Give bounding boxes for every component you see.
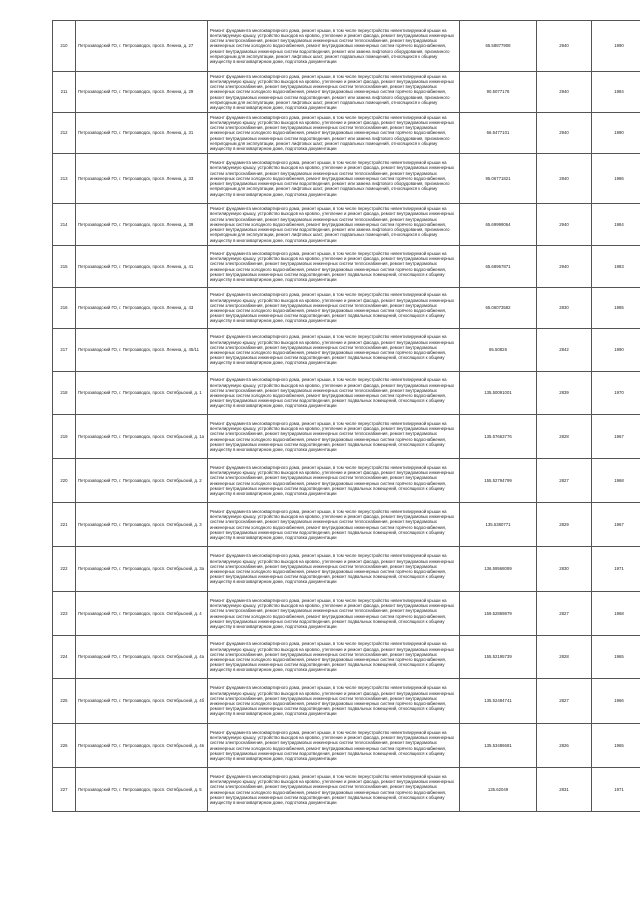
address-cell: Петрозаводский ГО, г. Петрозаводск, просп. Октябрьский, д. 4а [76,636,208,679]
row-number: 220 [53,459,76,503]
works-cell: Ремонт фундамента многоквартирного дома, ремонт крыши, в том числе переустройство невентилируемой крыши на вентилируемую крышу, устройство выходов на кровлю, утепление и ремонт фасада, ремонт внутридомовых инженерных систем электроснабжения, ремонт внутридомовых инженерных систем теплоснабжения, ремонт внутридомовых инженерных систем холодного водоснабжения, ремонт внутридомовых инженерных систем горячего водоснабжения, ремонт внутридомовых инженерных систем водоотведения, ремонт подвальных помещений, относящихся к общему имуществу в многоквартирном доме, подготовка документации [208,636,460,679]
area-cell: 65.06073582 [460,288,537,329]
address-cell: Петрозаводский ГО, г. Петрозаводск, просп. Октябрьский, д. 1а [76,415,208,459]
row-number: 221 [53,503,76,547]
year-cell: 2827 [537,679,592,724]
works-cell: Ремонт фундамента многоквартирного дома, ремонт крыши, в том числе переустройство невентилируемой крыши на вентилируемую крышу, устройство выходов на кровлю, утепление и ремонт фасада, ремонт внутридомовых инженерных систем электроснабжения, ремонт внутридомовых инженерных систем теплоснабжения, ремонт внутридомовых инженерных систем холодного водоснабжения, ремонт внутридомовых инженерных систем горячего водоснабжения, ремонт внутридомовых инженерных систем водоотведения, ремонт или замена лифтового оборудования, признанного непригодным для эксплуатации, ремонт лифтовых шахт, ремонт подвальных помещений, относящихся к общему имуществу в многоквартирном доме, подготовка документации [208,204,460,246]
works-cell: Ремонт фундамента многоквартирного дома, ремонт крыши, в том числе переустройство невентилируемой крыши на вентилируемую крышу, устройство выходов на кровлю, утепление и ремонт фасада, ремонт внутридомовых инженерных систем электроснабжения, ремонт внутридомовых инженерных систем теплоснабжения, ремонт внутридомовых инженерных систем холодного водоснабжения, ремонт внутридомовых инженерных систем горячего водоснабжения, ремонт внутридомовых инженерных систем водоотведения, ремонт или замена лифтового оборудования, признанного непригодным для эксплуатации, ремонт лифтовых шахт, ремонт подвальных помещений, относящихся к общему имуществу в многоквартирном доме, подготовка документации [208,113,460,154]
row-number: 224 [53,636,76,679]
area-cell: 135.53486681 [460,724,537,768]
address-cell: Петрозаводский ГО, г. Петрозаводск, просп. Октябрьский, д. 2 [76,459,208,503]
year-cell: 2940 [537,72,592,113]
address-cell: Петрозаводский ГО, г. Петрозаводск, просп. Ленина, д. 45/11 [76,329,208,372]
row-number: 214 [53,204,76,246]
area-cell: 95.06771821 [460,154,537,204]
table-row [53,768,640,812]
table-row [53,679,640,724]
year-cell: 2831 [537,768,592,812]
table-row [53,547,640,592]
table-row [53,372,640,415]
table-row [53,724,640,768]
built-year-cell: 1984 [592,204,640,246]
built-year-cell: 1970 [592,372,640,415]
address-cell: Петрозаводский ГО, г. Петрозаводск, просп. Ленина, д. 33 [76,154,208,204]
table-row [53,329,640,372]
area-cell: 155.52195739 [460,636,537,679]
built-year-cell: 1984 [592,72,640,113]
year-cell: 2940 [537,21,592,72]
works-cell: Ремонт фундамента многоквартирного дома, ремонт крыши, в том числе переустройство невентилируемой крыши на вентилируемую крышу, устройство выходов на кровлю, утепление и ремонт фасада, ремонт внутридомовых инженерных систем электроснабжения, ремонт внутридомовых инженерных систем теплоснабжения, ремонт внутридомовых инженерных систем холодного водоснабжения, ремонт внутридомовых инженерных систем горячего водоснабжения, ремонт внутридомовых инженерных систем водоотведения, ремонт подвальных помещений, относящихся к общему имуществу в многоквартирном доме, подготовка документации [208,288,460,329]
year-cell: 2839 [537,372,592,415]
table-row [53,459,640,503]
built-year-cell: 1990 [592,21,640,72]
area-cell: 135.57663776 [460,415,537,459]
works-cell: Ремонт фундамента многоквартирного дома, ремонт крыши, в том числе переустройство невентилируемой крыши на вентилируемую крышу, устройство выходов на кровлю, утепление и ремонт фасада, ремонт внутридомовых инженерных систем электроснабжения, ремонт внутридомовых инженерных систем теплоснабжения, ремонт внутридомовых инженерных систем холодного водоснабжения, ремонт внутридомовых инженерных систем горячего водоснабжения, ремонт внутридомовых инженерных систем водоотведения, ремонт подвальных помещений, относящихся к общему имуществу в многоквартирном доме, подготовка документации [208,547,460,592]
row-number: 225 [53,679,76,724]
built-year-cell: 1990 [592,329,640,372]
row-number: 218 [53,372,76,415]
row-number: 227 [53,768,76,812]
address-cell: Петрозаводский ГО, г. Петрозаводск, просп. Ленина, д. 41 [76,246,208,288]
year-cell: 2828 [537,415,592,459]
address-cell: Петрозаводский ГО, г. Петрозаводск, просп. Октябрьский, д. 4б [76,679,208,724]
built-year-cell: 1971 [592,547,640,592]
year-cell: 2842 [537,329,592,372]
works-cell: Ремонт фундамента многоквартирного дома, ремонт крыши, в том числе переустройство невентилируемой крыши на вентилируемую крышу, устройство выходов на кровлю, утепление и ремонт фасада, ремонт внутридомовых инженерных систем электроснабжения, ремонт внутридомовых инженерных систем теплоснабжения, ремонт внутридомовых инженерных систем холодного водоснабжения, ремонт внутридомовых инженерных систем горячего водоснабжения, ремонт внутридомовых инженерных систем водоотведения, ремонт подвальных помещений, относящихся к общему имуществу в многоквартирном доме, подготовка документации [208,503,460,547]
address-cell: Петрозаводский ГО, г. Петрозаводск, просп. Октябрьский, д. 4 [76,592,208,636]
address-cell: Петрозаводский ГО, г. Петрозаводск, просп. Ленина, д. 39 [76,204,208,246]
row-number: 210 [53,21,76,72]
address-cell: Петрозаводский ГО, г. Петрозаводск, просп. Ленина, д. 43 [76,288,208,329]
built-year-cell: 1965 [592,636,640,679]
table-row [53,21,640,72]
row-number: 212 [53,113,76,154]
year-cell: 2829 [537,503,592,547]
built-year-cell: 1971 [592,768,640,812]
table-row [53,72,640,113]
table-row [53,204,640,246]
works-cell: Ремонт фундамента многоквартирного дома, ремонт крыши, в том числе переустройство невентилируемой крыши на вентилируемую крышу, устройство выходов на кровлю, утепление и ремонт фасада, ремонт внутридомовых инженерных систем электроснабжения, ремонт внутридомовых инженерных систем теплоснабжения, ремонт внутридомовых инженерных систем холодного водоснабжения, ремонт внутридомовых инженерных систем горячего водоснабжения, ремонт внутридомовых инженерных систем водоотведения, ремонт подвальных помещений, относящихся к общему имуществу в многоквартирном доме, подготовка документации [208,329,460,372]
year-cell: 2940 [537,246,592,288]
table-row [53,636,640,679]
year-cell: 2940 [537,204,592,246]
address-cell: Петрозаводский ГО, г. Петрозаводск, просп. Октябрьский, д. 3а [76,547,208,592]
built-year-cell: 1967 [592,415,640,459]
works-cell: Ремонт фундамента многоквартирного дома, ремонт крыши, в том числе переустройство невентилируемой крыши на вентилируемую крышу, устройство выходов на кровлю, утепление и ремонт фасада, ремонт внутридомовых инженерных систем электроснабжения, ремонт внутридомовых инженерных систем теплоснабжения, ремонт внутридомовых инженерных систем холодного водоснабжения, ремонт внутридомовых инженерных систем горячего водоснабжения, ремонт внутридомовых инженерных систем водоотведения, ремонт подвальных помещений, относящихся к общему имуществу в многоквартирном доме, подготовка документации [208,459,460,503]
table-row [53,503,640,547]
area-cell: 65.58877908 [460,21,537,72]
row-number: 215 [53,246,76,288]
built-year-cell: 1986 [592,154,640,204]
works-cell: Ремонт фундамента многоквартирного дома, ремонт крыши, в том числе переустройство невентилируемой крыши на вентилируемую крышу, устройство выходов на кровлю, утепление и ремонт фасада, ремонт внутридомовых инженерных систем электроснабжения, ремонт внутридомовых инженерных систем теплоснабжения, ремонт внутридомовых инженерных систем холодного водоснабжения, ремонт внутридомовых инженерных систем горячего водоснабжения, ремонт внутридомовых инженерных систем водоотведения, ремонт или замена лифтового оборудования, признанного непригодным для эксплуатации, ремонт лифтовых шахт, ремонт подвальных помещений, относящихся к общему имуществу в многоквартирном доме, подготовка документации [208,21,460,72]
works-cell: Ремонт фундамента многоквартирного дома, ремонт крыши, в том числе переустройство невентилируемой крыши на вентилируемую крышу, устройство выходов на кровлю, утепление и ремонт фасада, ремонт внутридомовых инженерных систем электроснабжения, ремонт внутридомовых инженерных систем теплоснабжения, ремонт внутридомовых инженерных систем холодного водоснабжения, ремонт внутридомовых инженерных систем горячего водоснабжения, ремонт внутридомовых инженерных систем водоотведения, ремонт подвальных помещений, относящихся к общему имуществу в многоквартирном доме, подготовка документации [208,679,460,724]
row-number: 219 [53,415,76,459]
works-cell: Ремонт фундамента многоквартирного дома, ремонт крыши, в том числе переустройство невентилируемой крыши на вентилируемую крышу, устройство выходов на кровлю, утепление и ремонт фасада, ремонт внутридомовых инженерных систем электроснабжения, ремонт внутридомовых инженерных систем теплоснабжения, ремонт внутридомовых инженерных систем холодного водоснабжения, ремонт внутридомовых инженерных систем горячего водоснабжения, ремонт внутридомовых инженерных систем водоотведения, ремонт подвальных помещений, относящихся к общему имуществу в многоквартирном доме, подготовка документации [208,372,460,415]
table-body [53,21,640,812]
year-cell: 2827 [537,592,592,636]
row-number: 222 [53,547,76,592]
built-year-cell: 1965 [592,724,640,768]
built-year-cell: 1968 [592,592,640,636]
row-number: 226 [53,724,76,768]
area-cell: 65.69999064 [460,204,537,246]
area-cell: 65.50826 [460,329,537,372]
row-number: 213 [53,154,76,204]
table-row [53,288,640,329]
address-cell: Петрозаводский ГО, г. Петрозаводск, просп. Ленина, д. 31 [76,113,208,154]
year-cell: 2827 [537,459,592,503]
address-cell: Петрозаводский ГО, г. Петрозаводск, просп. Октябрьский, д. 4в [76,724,208,768]
year-cell: 2940 [537,113,592,154]
row-number: 217 [53,329,76,372]
address-cell: Петрозаводский ГО, г. Петрозаводск, просп. Октябрьский, д. 1 [76,372,208,415]
built-year-cell: 1985 [592,288,640,329]
area-cell: 135.50091001 [460,372,537,415]
address-cell: Петрозаводский ГО, г. Петрозаводск, просп. Ленина, д. 29 [76,72,208,113]
capital-repair-table [52,20,640,812]
table-row [53,154,640,204]
table-row [53,113,640,154]
address-cell: Петрозаводский ГО, г. Петрозаводск, просп. Октябрьский, д. 3 [76,503,208,547]
row-number: 223 [53,592,76,636]
works-cell: Ремонт фундамента многоквартирного дома, ремонт крыши, в том числе переустройство невентилируемой крыши на вентилируемую крышу, устройство выходов на кровлю, утепление и ремонт фасада, ремонт внутридомовых инженерных систем электроснабжения, ремонт внутридомовых инженерных систем теплоснабжения, ремонт внутридомовых инженерных систем холодного водоснабжения, ремонт внутридомовых инженерных систем горячего водоснабжения, ремонт внутридомовых инженерных систем водоотведения, ремонт подвальных помещений, относящихся к общему имуществу в многоквартирном доме, подготовка документации [208,415,460,459]
works-cell: Ремонт фундамента многоквартирного дома, ремонт крыши, в том числе переустройство невентилируемой крыши на вентилируемую крышу, устройство выходов на кровлю, утепление и ремонт фасада, ремонт внутридомовых инженерных систем электроснабжения, ремонт внутридомовых инженерных систем теплоснабжения, ремонт внутридомовых инженерных систем холодного водоснабжения, ремонт внутридомовых инженерных систем горячего водоснабжения, ремонт внутридомовых инженерных систем водоотведения, ремонт подвальных помещений, относящихся к общему имуществу в многоквартирном доме, подготовка документации [208,592,460,636]
works-cell: Ремонт фундамента многоквартирного дома, ремонт крыши, в том числе переустройство невентилируемой крыши на вентилируемую крышу, устройство выходов на кровлю, утепление и ремонт фасада, ремонт внутридомовых инженерных систем электроснабжения, ремонт внутридомовых инженерных систем теплоснабжения, ремонт внутридомовых инженерных систем холодного водоснабжения, ремонт внутридомовых инженерных систем горячего водоснабжения, ремонт внутридомовых инженерных систем водоотведения, ремонт подвальных помещений, относящихся к общему имуществу в многоквартирном доме, подготовка документации [208,768,460,812]
works-cell: Ремонт фундамента многоквартирного дома, ремонт крыши, в том числе переустройство невентилируемой крыши на вентилируемую крышу, устройство выходов на кровлю, утепление и ремонт фасада, ремонт внутридомовых инженерных систем электроснабжения, ремонт внутридомовых инженерных систем теплоснабжения, ремонт внутридомовых инженерных систем холодного водоснабжения, ремонт внутридомовых инженерных систем горячего водоснабжения, ремонт внутридомовых инженерных систем водоотведения, ремонт подвальных помещений, относящихся к общему имуществу в многоквартирном доме, подготовка документации [208,246,460,288]
area-cell: 159.52869879 [460,592,537,636]
area-cell: 135.52484741 [460,679,537,724]
area-cell: 135.62049 [460,768,537,812]
address-cell: Петрозаводский ГО, г. Петрозаводск, просп. Ленина, д. 27 [76,21,208,72]
year-cell: 2830 [537,547,592,592]
address-cell: Петрозаводский ГО, г. Петрозаводск, просп. Октябрьский, д. 5 [76,768,208,812]
area-cell: 136.59568089 [460,547,537,592]
year-cell: 2826 [537,724,592,768]
area-cell: 90.5077178 [460,72,537,113]
year-cell: 2828 [537,636,592,679]
works-cell: Ремонт фундамента многоквартирного дома, ремонт крыши, в том числе переустройство невентилируемой крыши на вентилируемую крышу, устройство выходов на кровлю, утепление и ремонт фасада, ремонт внутридомовых инженерных систем электроснабжения, ремонт внутридомовых инженерных систем теплоснабжения, ремонт внутридомовых инженерных систем холодного водоснабжения, ремонт внутридомовых инженерных систем горячего водоснабжения, ремонт внутридомовых инженерных систем водоотведения, ремонт или замена лифтового оборудования, признанного непригодным для эксплуатации, ремонт лифтовых шахт, ремонт подвальных помещений, относящихся к общему имуществу в многоквартирном доме, подготовка документации [208,72,460,113]
area-cell: 135.5380771 [460,503,537,547]
built-year-cell: 1967 [592,503,640,547]
built-year-cell: 1966 [592,679,640,724]
year-cell: 2830 [537,288,592,329]
table-row [53,415,640,459]
row-number: 211 [53,72,76,113]
row-number: 216 [53,288,76,329]
year-cell: 2840 [537,154,592,204]
works-cell: Ремонт фундамента многоквартирного дома, ремонт крыши, в том числе переустройство невентилируемой крыши на вентилируемую крышу, устройство выходов на кровлю, утепление и ремонт фасада, ремонт внутридомовых инженерных систем электроснабжения, ремонт внутридомовых инженерных систем теплоснабжения, ремонт внутридомовых инженерных систем холодного водоснабжения, ремонт внутридомовых инженерных систем горячего водоснабжения, ремонт внутридомовых инженерных систем водоотведения, ремонт подвальных помещений, относящихся к общему имуществу в многоквартирном доме, подготовка документации [208,724,460,768]
table-row [53,592,640,636]
area-cell: 65.68967871 [460,246,537,288]
area-cell: 155.52794799 [460,459,537,503]
works-cell: Ремонт фундамента многоквартирного дома, ремонт крыши, в том числе переустройство невентилируемой крыши на вентилируемую крышу, устройство выходов на кровлю, утепление и ремонт фасада, ремонт внутридомовых инженерных систем электроснабжения, ремонт внутридомовых инженерных систем теплоснабжения, ремонт внутридомовых инженерных систем холодного водоснабжения, ремонт внутридомовых инженерных систем горячего водоснабжения, ремонт внутридомовых инженерных систем водоотведения, ремонт или замена лифтового оборудования, признанного непригодным для эксплуатации, ремонт лифтовых шахт, ремонт подвальных помещений, относящихся к общему имуществу в многоквартирном доме, подготовка документации [208,154,460,204]
table-row [53,246,640,288]
area-cell: 66.5477101 [460,113,537,154]
built-year-cell: 1990 [592,113,640,154]
built-year-cell: 1983 [592,246,640,288]
built-year-cell: 1968 [592,459,640,503]
